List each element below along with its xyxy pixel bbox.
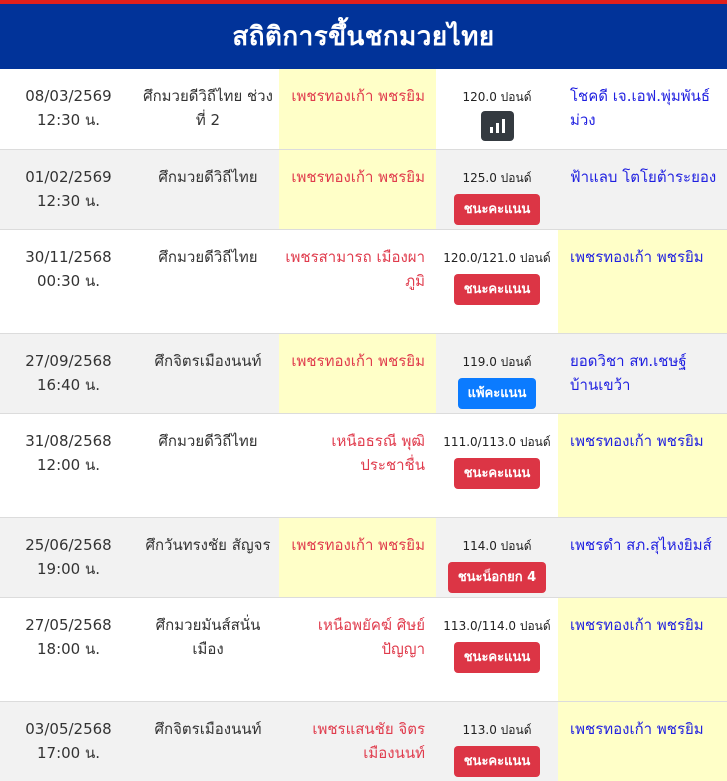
event-name[interactable]: ศึกมวยดีวิถีไทย ช่วงที่ 2 <box>143 87 273 129</box>
fight-date: 03/05/2568 <box>25 720 112 738</box>
fight-result-cell <box>436 69 558 149</box>
fight-datetime <box>0 334 137 413</box>
blue-corner-fighter[interactable]: เพชรทองเก้า พชรยิม <box>558 702 727 781</box>
red-corner-fighter[interactable]: เพชรทองเก้า พชรยิม <box>279 69 436 149</box>
fight-datetime <box>0 598 137 701</box>
fight-time: 16:40 น. <box>36 376 101 394</box>
blue-corner-fighter[interactable]: เพชรดำ สภ.สุไหงยิมส์ <box>570 536 712 554</box>
fight-datetime <box>0 230 137 333</box>
red-corner-fighter[interactable]: เพชรสามารถ เมืองผาภูมิ <box>285 248 425 290</box>
weight-label: 113.0/114.0 ปอนด์ <box>443 619 551 633</box>
weight-label: 120.0/121.0 ปอนด์ <box>443 251 551 265</box>
red-corner-fighter[interactable]: เพชรทองเก้า พชรยิม <box>279 334 436 413</box>
blue-corner-fighter[interactable]: เพชรทองเก้า พชรยิม <box>558 598 727 701</box>
fight-result-cell <box>436 598 558 701</box>
fight-result-cell <box>436 518 558 597</box>
blue-corner-fighter[interactable]: เพชรทองเก้า พชรยิม <box>558 414 727 517</box>
event-name[interactable]: ศึกมวยดีวิถีไทย <box>158 432 258 450</box>
fight-time: 00:30 น. <box>36 272 101 290</box>
fight-datetime <box>0 150 137 229</box>
fight-record-table <box>0 69 727 781</box>
red-corner-fighter[interactable]: เพชรทองเก้า พชรยิม <box>279 518 436 597</box>
weight-label: 119.0 ปอนด์ <box>462 355 532 369</box>
event-name[interactable]: ศึกมวยมันส์สนั่นเมือง <box>155 616 261 658</box>
table-row <box>0 518 727 598</box>
event-name[interactable]: ศึกมวยดีวิถีไทย <box>158 168 258 186</box>
bar-chart-bar <box>502 119 505 133</box>
stats-button[interactable] <box>481 111 514 141</box>
event-name[interactable]: ศึกวันทรงชัย สัญจร <box>145 536 271 554</box>
blue-corner-fighter[interactable]: ยอดวิชา สท.เชษฐ์บ้านเขว้า <box>570 352 687 394</box>
fight-result-cell <box>436 334 558 413</box>
fight-datetime <box>0 69 137 149</box>
fight-date: 01/02/2569 <box>25 168 112 186</box>
fight-result-cell <box>436 150 558 229</box>
red-corner-fighter[interactable]: เหนือธรณี พุฒิประชาชื่น <box>331 432 425 474</box>
result-badge: ชนะคะแนน <box>454 746 541 777</box>
table-row <box>0 702 727 781</box>
fight-datetime <box>0 518 137 597</box>
weight-label: 120.0 ปอนด์ <box>462 90 532 104</box>
blue-corner-fighter[interactable]: ฟ้าแลบ โตโยต้าระยอง <box>570 168 717 186</box>
page-title: สถิติการขึ้นชกมวยไทย <box>232 22 495 52</box>
result-badge: ชนะคะแนน <box>454 194 541 225</box>
fight-date: 27/05/2568 <box>25 616 112 634</box>
red-corner-fighter[interactable]: เพชรแสนชัย จิตรเมืองนนท์ <box>312 720 425 762</box>
result-badge: ชนะคะแนน <box>454 274 541 305</box>
fight-date: 27/09/2568 <box>25 352 112 370</box>
fight-time: 12:30 น. <box>36 192 101 210</box>
fight-datetime <box>0 702 137 781</box>
blue-corner-fighter[interactable]: เพชรทองเก้า พชรยิม <box>558 230 727 333</box>
weight-label: 125.0 ปอนด์ <box>462 171 532 185</box>
result-badge: ชนะคะแนน <box>454 642 541 673</box>
table-row <box>0 598 727 702</box>
bar-chart-icon <box>490 127 493 133</box>
table-row <box>0 150 727 230</box>
event-name[interactable]: ศึกจิตรเมืองนนท์ <box>154 720 262 738</box>
table-row <box>0 334 727 414</box>
red-corner-fighter[interactable]: เหนือพยัคฆ์ ศิษย์ปัญญา <box>317 616 425 658</box>
fight-datetime <box>0 414 137 517</box>
fight-date: 30/11/2568 <box>25 248 112 266</box>
result-badge: ชนะคะแนน <box>454 458 541 489</box>
fight-date: 31/08/2568 <box>25 432 112 450</box>
fight-result-cell <box>436 414 558 517</box>
result-badge: แพ้คะแนน <box>458 378 537 409</box>
fight-time: 17:00 น. <box>36 744 101 762</box>
fight-time: 12:00 น. <box>36 456 101 474</box>
result-badge: ชนะน็อกยก 4 <box>448 562 546 593</box>
event-name[interactable]: ศึกจิตรเมืองนนท์ <box>154 352 262 370</box>
fight-time: 19:00 น. <box>36 560 101 578</box>
fight-time: 12:30 น. <box>36 111 101 129</box>
fight-date: 08/03/2569 <box>25 87 112 105</box>
blue-corner-fighter[interactable]: โชคดี เจ.เอฟ.พุ่มพันธ์ม่วง <box>570 87 711 129</box>
table-row <box>0 69 727 150</box>
fight-result-cell <box>436 702 558 781</box>
fight-date: 25/06/2568 <box>25 536 112 554</box>
weight-label: 114.0 ปอนด์ <box>462 539 532 553</box>
weight-label: 113.0 ปอนด์ <box>462 723 532 737</box>
fight-result-cell <box>436 230 558 333</box>
table-row <box>0 230 727 334</box>
weight-label: 111.0/113.0 ปอนด์ <box>443 435 551 449</box>
bar-chart-bar <box>496 123 499 133</box>
event-name[interactable]: ศึกมวยดีวิถีไทย <box>158 248 258 266</box>
page-header <box>0 4 727 69</box>
table-row <box>0 414 727 518</box>
fight-time: 18:00 น. <box>36 640 101 658</box>
red-corner-fighter[interactable]: เพชรทองเก้า พชรยิม <box>279 150 436 229</box>
